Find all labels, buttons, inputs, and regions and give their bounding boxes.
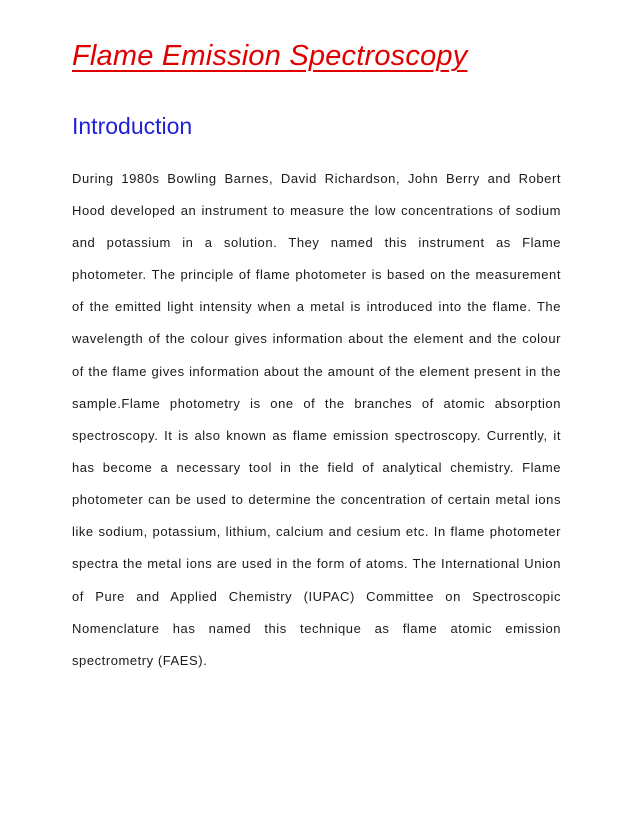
paragraph-line: of Pure and Applied Chemistry (IUPAC) Committee on Spectroscopic bbox=[72, 589, 561, 604]
document-title: Flame Emission Spectroscopy bbox=[72, 40, 468, 72]
paragraph-line: sample.Flame photometry is one of the branches of atomic absorption bbox=[72, 396, 561, 411]
paragraph-line-last: spectrometry (FAES). bbox=[72, 653, 208, 668]
paragraph-line: spectra the metal ions are used in the form of atoms. The International Union bbox=[72, 556, 561, 571]
paragraph-line: of the emitted light intensity when a metal is introduced into the flame. The bbox=[72, 299, 561, 314]
paragraph-line: photometer. The principle of flame photometer is based on the measurement bbox=[72, 267, 561, 282]
paragraph-line: has become a necessary tool in the field of analytical chemistry. Flame bbox=[72, 460, 561, 475]
paragraph-line: of the flame gives information about the amount of the element present in the bbox=[72, 364, 561, 379]
paragraph-line: Nomenclature has named this technique as flame atomic emission bbox=[72, 621, 561, 636]
paragraph-line: spectroscopy. It is also known as flame emission spectroscopy. Currently, it bbox=[72, 428, 561, 443]
section-heading-introduction: Introduction bbox=[72, 113, 193, 139]
paragraph-line: Hood developed an instrument to measure the low concentrations of sodium bbox=[72, 203, 561, 218]
paragraph-line: and potassium in a solution. They named this instrument as Flame bbox=[72, 235, 561, 250]
paragraph-line: photometer can be used to determine the concentration of certain metal ions bbox=[72, 492, 561, 507]
paragraph-line: During 1980s Bowling Barnes, David Richardson, John Berry and Robert bbox=[72, 171, 561, 186]
paragraph-line: like sodium, potassium, lithium, calcium and cesium etc. In flame photometer bbox=[72, 524, 561, 539]
paragraph-line: wavelength of the colour gives information about the element and the colour bbox=[72, 331, 561, 346]
